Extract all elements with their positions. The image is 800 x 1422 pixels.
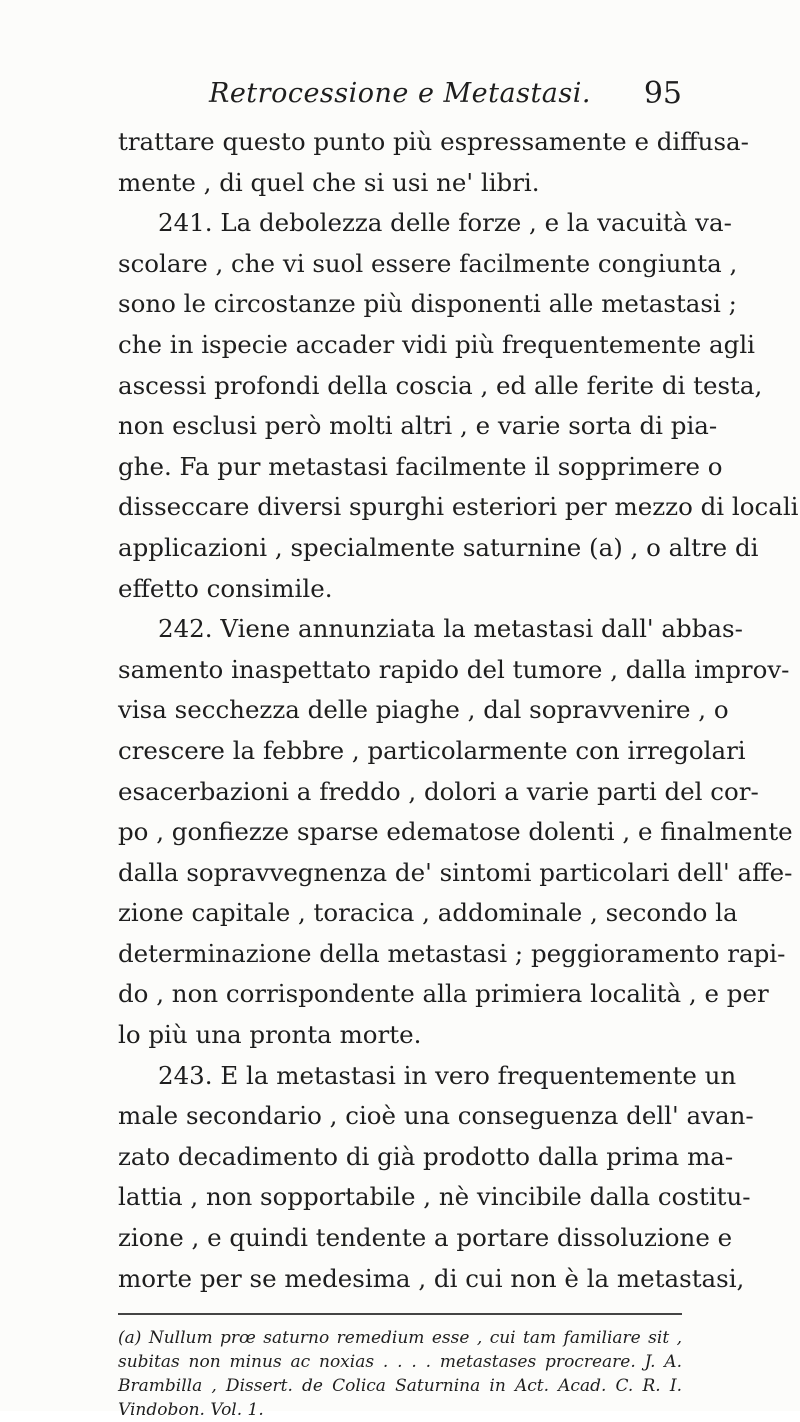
- text-line: sono le circostanze più disponenti alle metastasi ;: [118, 289, 737, 319]
- paragraph-241-start: 241. La debolezza delle forze , e la vacuità va-: [158, 208, 732, 238]
- text-line: zione , e quindi tendente a portare dissoluzione e: [118, 1223, 733, 1253]
- text-line: scolare , che vi suol essere facilmente congiunta ,: [118, 248, 738, 278]
- text-line: zato decadimento di già prodotto dalla prima ma-: [118, 1141, 734, 1171]
- text-line: dalla sopravvegnenza de' sintomi particolari dell' affe-: [118, 857, 793, 887]
- text-line: applicazioni , specialmente saturnine (a) , o altre di: [118, 532, 759, 562]
- footnote-line: Brambilla , Dissert. de Colica Saturnina in Act. Acad. C. R. I.: [118, 1376, 682, 1396]
- page-number: 95: [643, 76, 682, 111]
- page-header: [120, 76, 680, 116]
- text-line: mente , di quel che si usi ne' libri.: [118, 167, 540, 197]
- text-line: esacerbazioni a freddo , dolori a varie parti del cor-: [118, 776, 759, 806]
- text-line: visa secchezza delle piaghe , dal sopravvenire , o: [118, 695, 729, 725]
- footnote-line: Vindobon. Vol. 1.: [118, 1400, 264, 1420]
- footnote: [118, 1326, 682, 1422]
- text-line: disseccare diversi spurghi esteriori per mezzo di locali: [118, 492, 799, 522]
- footnote-line: (a) Nullum prœ saturno remedium esse , cui tam familiare sit ,: [118, 1328, 682, 1348]
- text-line: che in ispecie accader vidi più frequentemente agli: [118, 329, 755, 359]
- text-line: trattare questo punto più espressamente e diffusa-: [118, 127, 749, 156]
- text-line: ghe. Fa pur metastasi facilmente il sopprimere o: [118, 451, 723, 481]
- text-line: morte per se medesima , di cui non è la metastasi,: [118, 1263, 745, 1293]
- running-title: Retrocessione e Metastasi.: [209, 78, 591, 109]
- text-line: zione capitale , toracica , addominale , secondo la: [118, 898, 738, 928]
- paragraph-243-start: 243. E la metastasi in vero frequentemente un: [158, 1060, 737, 1090]
- footnote-line: subitas non minus ac noxias . . . . metastases procreare. J. A.: [118, 1352, 682, 1372]
- text-line: po , gonfiezze sparse edematose dolenti , e finalmente: [118, 817, 793, 847]
- footnote-divider: [118, 1313, 682, 1315]
- text-line: ascessi profondi della coscia , ed alle ferite di testa,: [118, 370, 763, 400]
- text-line: do , non corrispondente alla primiera località , e per: [118, 979, 769, 1009]
- text-line: samento inaspettato rapido del tumore , dalla improv-: [118, 654, 790, 684]
- text-line: crescere la febbre , particolarmente con irregolari: [118, 735, 746, 765]
- text-line: male secondario , cioè una conseguenza dell' avan-: [118, 1101, 754, 1131]
- text-line: lattia , non sopportabile , nè vincibile dalla costitu-: [118, 1182, 751, 1212]
- text-line: determinazione della metastasi ; peggioramento rapi-: [118, 938, 786, 968]
- text-line: lo più una pronta morte.: [118, 1020, 422, 1050]
- body-text: [118, 122, 799, 1299]
- text-line: effetto consimile.: [118, 573, 333, 603]
- paragraph-242-start: 242. Viene annunziata la metastasi dall' abbas-: [158, 614, 743, 644]
- text-line: non esclusi però molti altri , e varie sorta di pia-: [118, 411, 718, 441]
